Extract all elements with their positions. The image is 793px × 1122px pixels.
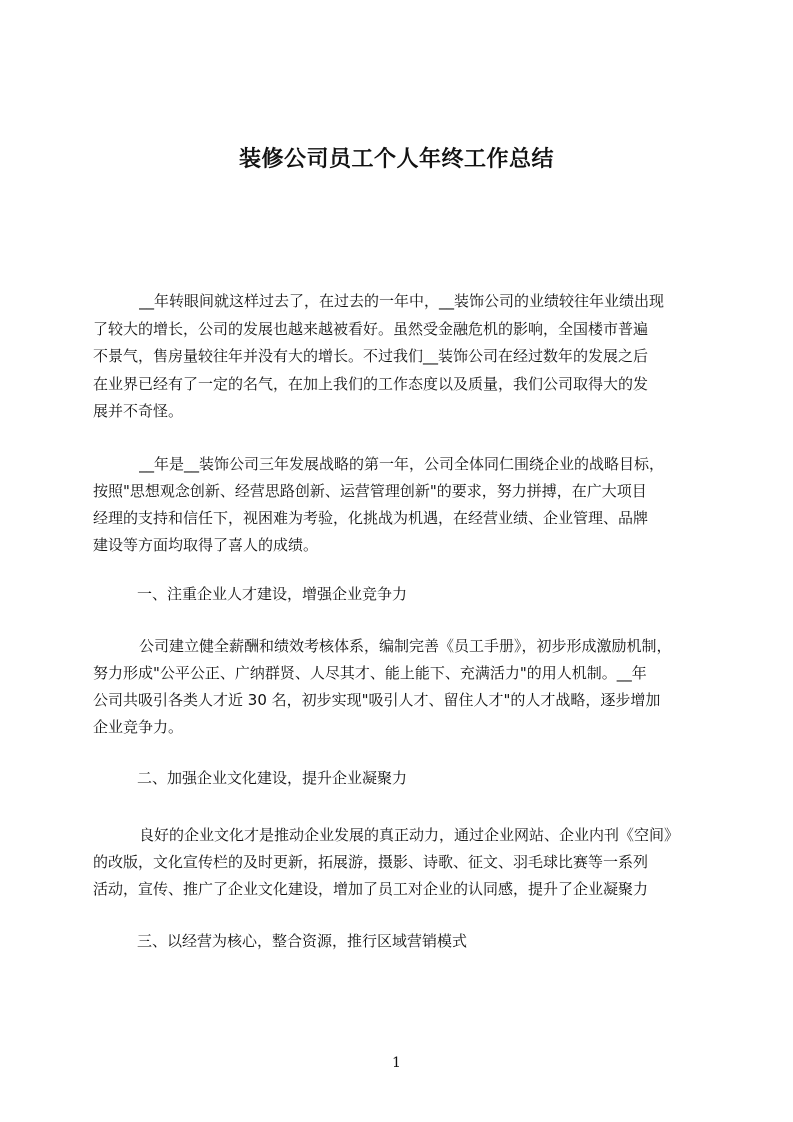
text-line: 公司共吸引各类人才近 30 名，初步实现"吸引人才、留住人才"的人才战略，逐步增加: [93, 691, 661, 709]
text-line: 不景气，售房量较往年并没有大的增长。不过我们__装饰公司在经过数年的发展之后: [93, 347, 649, 365]
text-line: 展并不奇怪。: [93, 402, 184, 420]
text-line: 努力形成"公平公正、广纳群贤、人尽其才、能上能下、充满活力"的用人机制。__年: [93, 664, 647, 682]
text-line: 活动，宣传、推广了企业文化建设，增加了员工对企业的认同感，提升了企业凝聚力: [93, 880, 649, 898]
text-line: __年转眼间就这样过去了，在过去的一年中，__装饰公司的业绩较往年业绩出现: [139, 292, 665, 310]
section-heading: 三、以经营为核心，整合资源，推行区域营销模式: [137, 932, 468, 950]
text-line: 经理的支持和信任下，视困难为考验，化挑战为机遇，在经营业绩、企业管理、品牌: [93, 509, 649, 527]
text-line: 良好的企业文化才是推动企业发展的真正动力，通过企业网站、企业内刊《空间》: [139, 826, 680, 844]
text-line: 按照"思想观念创新、经营思路创新、运营管理创新"的要求，努力拼搏，在广大项目: [93, 482, 647, 500]
section-heading: 二、加强企业文化建设，提升企业凝聚力: [137, 769, 408, 787]
text-line: 的改版，文化宣传栏的及时更新，拓展游，摄影、诗歌、征文、羽毛球比赛等一系列: [93, 853, 649, 871]
text-line: __年是__装饰公司三年发展战略的第一年，公司全体同仁围绕企业的战略目标，: [139, 455, 665, 473]
text-line: 企业竞争力。: [93, 718, 184, 736]
section-heading: 一、注重企业人才建设，增强企业竞争力: [137, 585, 408, 603]
document-title: 装修公司员工个人年终工作总结: [238, 147, 554, 172]
text-line: 建设等方面均取得了喜人的成绩。: [93, 536, 319, 554]
text-line: 公司建立健全薪酬和绩效考核体系，编制完善《员工手册》，初步形成激励机制，: [139, 637, 672, 655]
page-number: 1: [392, 1055, 401, 1071]
text-line: 在业界已经有了一定的名气，在加上我们的工作态度以及质量，我们公司取得大的发: [93, 375, 649, 393]
text-line: 了较大的增长，公司的发展也越来越被看好。虽然受金融危机的影响，全国楼市普遍: [93, 320, 649, 338]
